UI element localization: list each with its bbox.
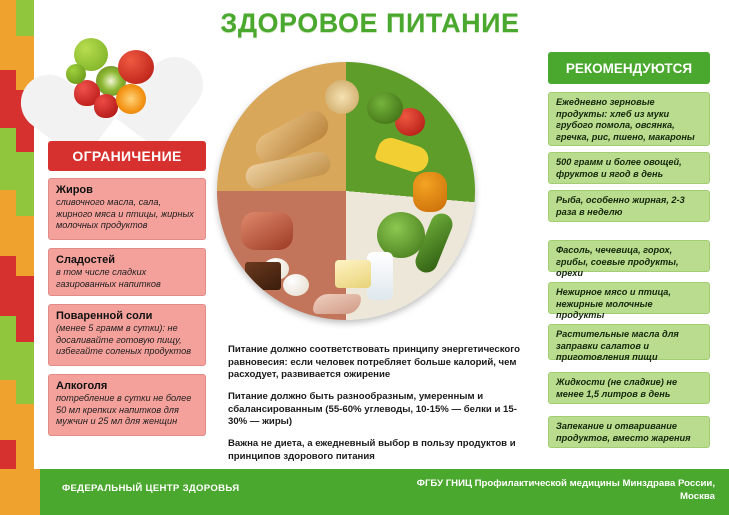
cheese-icon: [335, 260, 371, 288]
limit-card-title: Поваренной соли: [56, 310, 153, 322]
limit-card-body: в том числе сладких газированных напитков: [56, 267, 161, 289]
recommend-card-lean-meat: Нежирное мясо и птица, нежирные молочные продукты: [548, 282, 710, 314]
cereal-bowl-icon: [325, 80, 359, 114]
recommend-section-header: РЕКОМЕНДУЮТСЯ: [548, 52, 710, 84]
limit-card-fats: [48, 178, 206, 240]
pepper-icon: [413, 172, 447, 212]
healthy-plate-image: [217, 62, 475, 320]
recommend-card-produce: 500 грамм и более овощей, фруктов и ягод в день: [548, 152, 710, 184]
heart-of-fruit-image: [46, 22, 176, 140]
orange-slice-icon: [116, 84, 146, 114]
limit-card-title: Алкоголя: [56, 380, 108, 392]
body-paragraph: Питание должно соответствовать принципу энергетического равновесия: если человек потребляет больше калорий, чем расходует, развивается ожирение: [228, 344, 520, 381]
footer-organization: ФЕДЕРАЛЬНЫЙ ЦЕНТР ЗДОРОВЬЯ: [62, 483, 240, 494]
broccoli-icon: [367, 92, 403, 124]
egg-icon: [283, 274, 309, 296]
recommend-card-fish: Рыба, особенно жирная, 2-3 раза в неделю: [548, 190, 710, 222]
limit-card-salt: [48, 304, 206, 366]
apple-red-icon: [118, 50, 154, 84]
recommend-card-fluids: Жидкости (не сладкие) не менее 1,5 литров в день: [548, 372, 710, 404]
limit-card-sweets: [48, 248, 206, 296]
recommend-card-cooking: Запекание и отваривание продуктов, вместо жарения: [548, 416, 710, 448]
limit-card-body: сливочного масла, сала, жирного мяса и птицы, жирных молочных продуктов: [56, 197, 194, 230]
limit-section-header: ОГРАНИЧЕНИЕ: [48, 141, 206, 171]
recommend-card-legumes: Фасоль, чечевица, горох, грибы, соевые продукты, орехи: [548, 240, 710, 272]
body-paragraph: Питание должно быть разнообразным, умеренным и сбалансированным (55-60% углеводы, 10-15% — белки и 15-30% — жиры): [228, 390, 517, 428]
limit-card-body: потребление в сутки не более 50 мл крепких напитков для мужчин и 25 мл для женщин: [56, 393, 192, 426]
strawberry-icon: [94, 94, 118, 118]
body-paragraph: Важна не диета, а ежедневный выбор в пользу продуктов и принципов здорового питания: [228, 437, 516, 462]
limit-card-title: Жиров: [56, 184, 93, 196]
meat-icon: [241, 212, 293, 250]
recommend-card-oils: Растительные масла для заправки салатов и приготовления пищи: [548, 324, 710, 360]
grape-icon: [66, 64, 86, 84]
footer-decorative-block: [0, 469, 40, 515]
chocolate-icon: [245, 262, 281, 290]
fish-icon: [313, 294, 361, 314]
limit-card-body: (менее 5 грамм в сутки): не досаливайте готовую пищу, избегайте соленых продуктов: [56, 323, 192, 356]
page-title: ЗДОРОВОЕ ПИТАНИЕ: [220, 8, 520, 38]
footer-credits: ФГБУ ГНИЦ Профилактической медицины Минздрава России, Москва: [416, 478, 715, 503]
footer-bar: [0, 469, 729, 515]
limit-card-alcohol: [48, 374, 206, 436]
limit-card-title: Сладостей: [56, 254, 115, 266]
decorative-left-border: [0, 0, 34, 515]
recommend-card-grains: Ежедневно зерновые продукты: хлеб из муки грубого помола, овсянка, гречка, рис, пшено, макароны: [548, 92, 710, 146]
body-text-block: [228, 344, 528, 472]
